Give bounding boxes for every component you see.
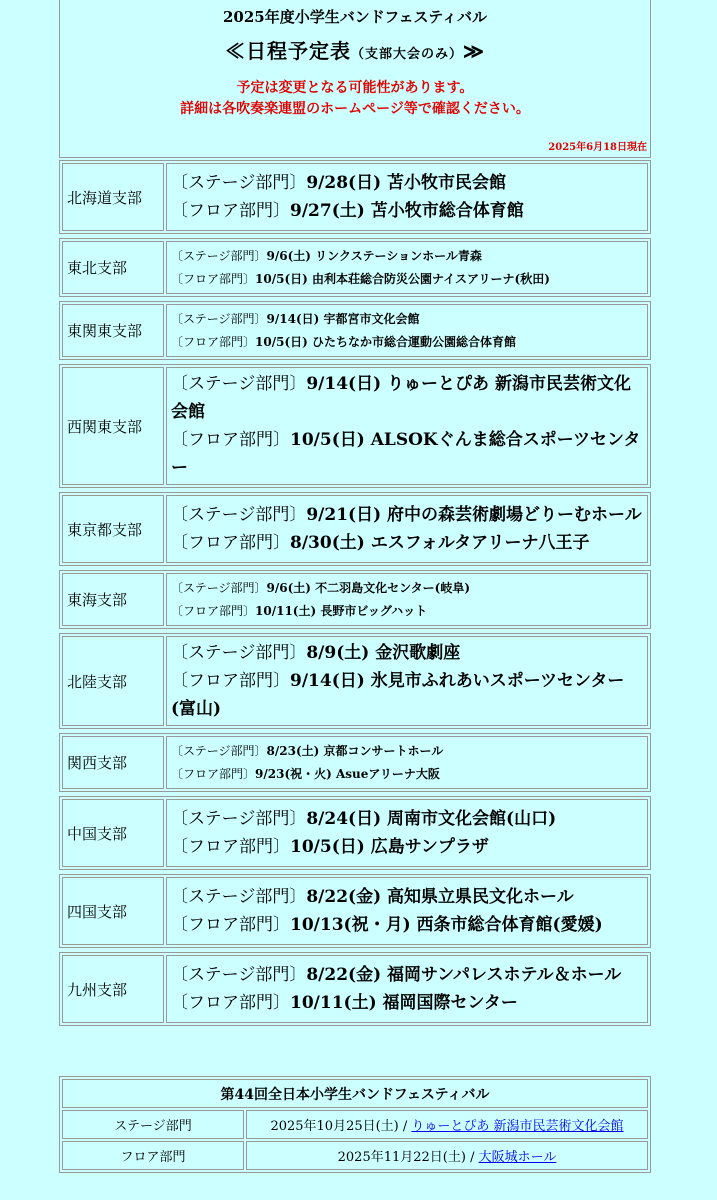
branch-table (59, 492, 651, 566)
branch-table (59, 796, 651, 870)
stage-category: 〔ステージ部門〕 (171, 887, 307, 907)
stage-event (171, 169, 643, 197)
national-stage-label: ステージ部門 (62, 1110, 244, 1139)
stage-date-venue: 9/28(日) 苫小牧市民会館 (306, 173, 507, 193)
branch-name: 東関東支部 (62, 304, 164, 357)
floor-date-venue: 10/5(日) 広島サンプラザ (290, 837, 489, 857)
branch-events (166, 573, 648, 626)
branch-events (166, 636, 648, 726)
floor-category: 〔フロア部門〕 (171, 533, 290, 553)
stage-event (171, 577, 643, 600)
stage-event (171, 639, 643, 667)
stage-date-venue: 9/6(土) 不二羽島文化センター(岐阜) (266, 580, 471, 595)
stage-category: 〔ステージ部門〕 (171, 809, 307, 829)
stage-date-venue: 8/24(日) 周南市文化会館(山口) (306, 809, 557, 829)
branch-name: 四国支部 (62, 877, 164, 945)
schedule-title (60, 35, 650, 64)
floor-category: 〔フロア部門〕 (171, 837, 290, 857)
branch-table (59, 874, 651, 948)
stage-event (171, 883, 643, 911)
floor-category: 〔フロア部門〕 (171, 603, 256, 618)
stage-category: 〔ステージ部門〕 (171, 643, 307, 663)
national-floor-venue-link[interactable]: 大阪城ホール (478, 1150, 557, 1165)
branch-name: 東海支部 (62, 573, 164, 626)
branch-table (59, 238, 651, 297)
stage-event (171, 961, 643, 989)
branch-name: 北海道支部 (62, 163, 164, 231)
stage-date-venue: 8/9(土) 金沢歌劇座 (306, 643, 461, 663)
stage-category: 〔ステージ部門〕 (171, 580, 267, 595)
branch-row (62, 241, 648, 294)
stage-event (171, 245, 643, 268)
national-row-floor (62, 1141, 648, 1170)
branch-events (166, 495, 648, 563)
change-notice (60, 78, 650, 120)
stage-category: 〔ステージ部門〕 (171, 505, 307, 525)
floor-event (171, 989, 643, 1017)
stage-category: 〔ステージ部門〕 (171, 374, 307, 394)
branch-row (62, 163, 648, 231)
branch-table (59, 570, 651, 629)
floor-date-venue: 10/13(祝・月) 西条市総合体育館(愛媛) (290, 915, 603, 935)
branch-name: 西関東支部 (62, 367, 164, 485)
stage-event (171, 740, 643, 763)
branch-table (59, 301, 651, 360)
branch-row (62, 955, 648, 1023)
branch-name: 中国支部 (62, 799, 164, 867)
branch-name: 北陸支部 (62, 636, 164, 726)
national-stage-venue-link[interactable]: りゅーとぴあ 新潟市民芸術文化会館 (411, 1119, 624, 1134)
national-floor-date: 2025年11月22日(土) / (337, 1150, 479, 1165)
floor-category: 〔フロア部門〕 (171, 201, 290, 221)
national-floor-cell (246, 1141, 648, 1170)
floor-event (171, 268, 643, 291)
header-panel (59, 0, 651, 158)
stage-date-venue: 9/6(土) リンクステーションホール青森 (266, 248, 482, 263)
branch-name: 東京都支部 (62, 495, 164, 563)
branch-table (59, 364, 651, 488)
branch-name: 関西支部 (62, 736, 164, 789)
stage-category: 〔ステージ部門〕 (171, 173, 307, 193)
national-festival-table (59, 1076, 651, 1173)
floor-category: 〔フロア部門〕 (171, 430, 290, 450)
floor-event (171, 426, 643, 482)
branch-table (59, 733, 651, 792)
stage-date-venue: 9/14(日) 宇都宮市文化会館 (266, 311, 420, 326)
branch-events (166, 241, 648, 294)
floor-date-venue: 10/11(土) 福岡国際センター (290, 993, 518, 1013)
branch-table (59, 633, 651, 729)
festival-title: 2025年度小学生バンドフェスティバル (222, 8, 488, 26)
national-floor-label: フロア部門 (62, 1141, 244, 1170)
national-row-stage (62, 1110, 648, 1139)
branch-events (166, 955, 648, 1023)
branch-row (62, 573, 648, 626)
floor-date-venue: 8/30(土) エスフォルタアリーナ八王子 (290, 533, 590, 553)
floor-date-venue: 9/14(日) 氷見市ふれあいスポーツセンター(富山) (171, 671, 625, 719)
floor-category: 〔フロア部門〕 (171, 271, 256, 286)
stage-category: 〔ステージ部門〕 (171, 248, 267, 263)
branch-events (166, 163, 648, 231)
floor-event (171, 529, 643, 557)
stage-event (171, 308, 643, 331)
branch-events (166, 736, 648, 789)
branch-schedule-list (59, 160, 651, 1030)
branch-row (62, 636, 648, 726)
branch-row (62, 799, 648, 867)
floor-event (171, 911, 643, 939)
as-of-date: 2025年6月18日現在 (548, 142, 647, 153)
branch-name: 九州支部 (62, 955, 164, 1023)
floor-category: 〔フロア部門〕 (171, 915, 290, 935)
branch-row (62, 304, 648, 357)
stage-event (171, 501, 643, 529)
schedule-title-end: ≫ (463, 39, 485, 63)
floor-category: 〔フロア部門〕 (171, 766, 256, 781)
floor-date-venue: 9/23(祝・火) Asueアリーナ大阪 (255, 766, 440, 781)
floor-event (171, 600, 643, 623)
stage-date-venue: 9/14(日) りゅーとぴあ 新潟市民芸術文化会館 (171, 374, 631, 422)
branch-table (59, 952, 651, 1026)
branch-row (62, 736, 648, 789)
schedule-title-note: （支部大会のみ） (351, 47, 464, 62)
schedule-title-main: ≪日程予定表 (225, 39, 352, 63)
branch-events (166, 367, 648, 485)
stage-category: 〔ステージ部門〕 (171, 965, 307, 985)
floor-event (171, 667, 643, 723)
branch-name: 東北支部 (62, 241, 164, 294)
stage-event (171, 805, 643, 833)
floor-date-venue: 10/11(土) 長野市ビッグハット (255, 603, 428, 618)
national-title: 第44回全日本小学生バンドフェスティバル (62, 1079, 648, 1108)
national-stage-date: 2025年10月25日(土) / (270, 1119, 412, 1134)
stage-date-venue: 8/22(金) 高知県立県民文化ホール (306, 887, 574, 907)
branch-row (62, 495, 648, 563)
stage-date-venue: 9/21(日) 府中の森芸術劇場どりーむホール (306, 505, 642, 525)
stage-date-venue: 8/23(土) 京都コンサートホール (266, 743, 444, 758)
floor-event (171, 763, 643, 786)
stage-event (171, 370, 643, 426)
floor-category: 〔フロア部門〕 (171, 993, 290, 1013)
notice-line-1: 予定は変更となる可能性があります。 (236, 80, 474, 96)
floor-event (171, 331, 643, 354)
stage-date-venue: 8/22(金) 福岡サンパレスホテル＆ホール (306, 965, 622, 985)
notice-line-2: 詳細は各吹奏楽連盟のホームページ等で確認ください。 (180, 101, 530, 117)
floor-date-venue: 10/5(日) ALSOKぐんま総合スポーツセンター (171, 430, 641, 478)
branch-events (166, 799, 648, 867)
branch-row (62, 877, 648, 945)
floor-category: 〔フロア部門〕 (171, 671, 290, 691)
floor-date-venue: 10/5(日) 由利本荘総合防災公園ナイスアリーナ(秋田) (255, 271, 550, 286)
floor-event (171, 833, 643, 861)
branch-table (59, 160, 651, 234)
branch-events (166, 304, 648, 357)
national-stage-cell (246, 1110, 648, 1139)
stage-category: 〔ステージ部門〕 (171, 311, 267, 326)
branch-events (166, 877, 648, 945)
branch-row (62, 367, 648, 485)
floor-event (171, 197, 643, 225)
floor-date-venue: 10/5(日) ひたちなか市総合運動公園総合体育館 (255, 334, 516, 349)
floor-date-venue: 9/27(土) 苫小牧市総合体育館 (290, 201, 524, 221)
floor-category: 〔フロア部門〕 (171, 334, 256, 349)
stage-category: 〔ステージ部門〕 (171, 743, 267, 758)
